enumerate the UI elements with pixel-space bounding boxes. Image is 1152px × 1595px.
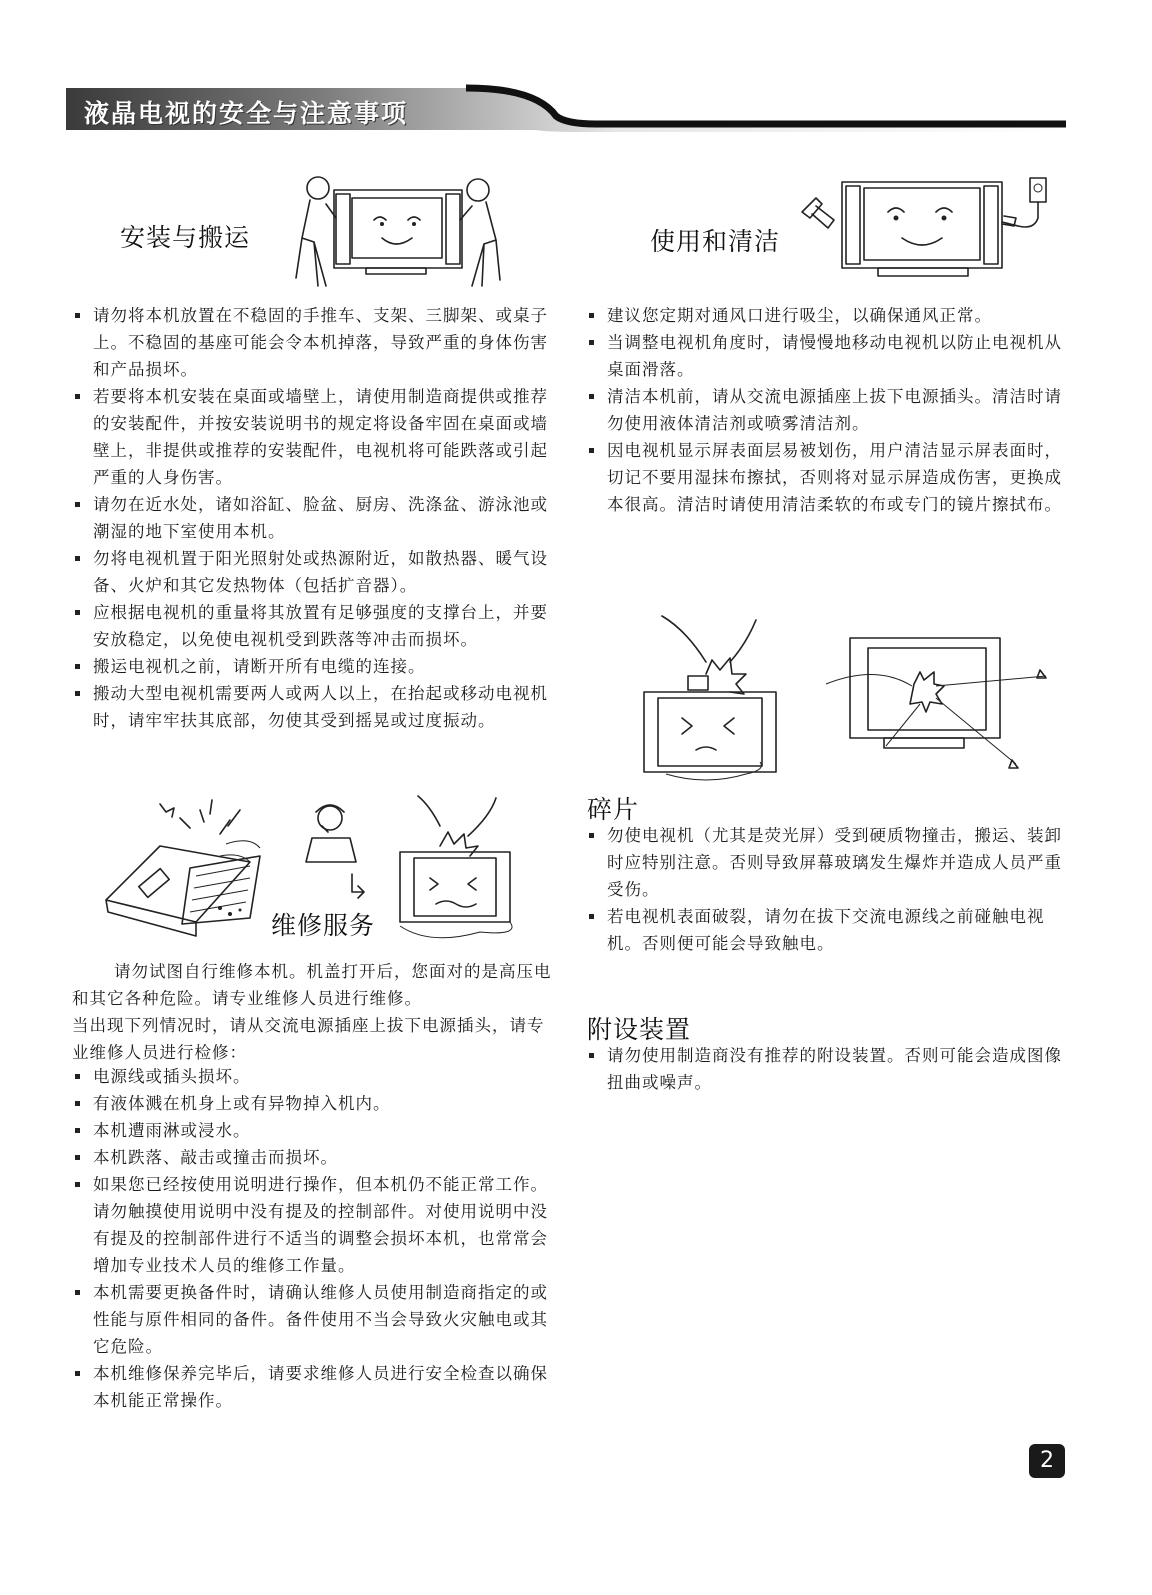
list-item: 建议您定期对通风口进行吸尘，以确保通风正常。 [586,302,1064,329]
service-intro-text-2: 当出现下列情况时，请从交流电源插座上拔下电源插头，请专业维修人员进行检修： [72,1016,545,1062]
list-item: 请勿使用制造商没有推荐的附设装置。否则可能会造成图像扭曲或噪声。 [586,1042,1064,1096]
list-item: 请勿将本机放置在不稳固的手推车、支架、三脚架、或桌子上。不稳固的基座可能会令本机掉落，导致严重的身体伤害和产品损坏。 [72,302,552,383]
list-item: 因电视机显示屏表面层易被划伤，用户清洁显示屏表面时，切记不要用湿抹布擦拭，否则将对显示屏造成伤害，更换成本很高。清洁时请使用清洁柔软的布或专门的镜片擦拭布。 [586,437,1064,518]
list-item: 电源线或插头损坏。 [72,1063,552,1090]
list-item: 本机需要更换备件时，请确认维修人员使用制造商指定的或性能与原件相同的备件。备件使用不当会导致火灾触电或其它危险。 [72,1279,552,1360]
fragments-section-title: 碎片 [587,795,640,824]
use-list [586,302,1064,518]
fragments-list [586,822,1064,957]
list-item: 若要将本机安装在桌面或墙壁上，请使用制造商提供或推荐的安装配件，并按安装说明书的规定将设备牢固在桌面或墙壁上，非提供或推荐的安装配件，电视机将可能跌落或引起严重的人身伤害。 [72,383,552,491]
list-item: 本机维修保养完毕后，请要求维修人员进行安全检查以确保本机能正常操作。 [72,1360,552,1414]
accessories-section-title: 附设装置 [587,1015,692,1044]
page-number: 2 [1029,1444,1065,1478]
service-intro-text: 请勿试图自行维修本机。机盖打开后，您面对的是高压电和其它各种危险。请专业维修人员进行维修。 [72,962,552,1008]
tv-carrying-illustration [296,168,502,292]
list-item: 请勿在近水处，诸如浴缸、脸盆、厨房、洗涤盆、游泳池或潮湿的地下室使用本机。 [72,491,552,545]
list-item: 本机遭雨淋或浸水。 [72,1117,552,1144]
page-title: 液晶电视的安全与注意事项 [84,99,409,128]
service-intro [72,958,552,1066]
install-section-title: 安装与搬运 [120,223,251,252]
tv-cleaning-illustration [798,168,1052,280]
broken-screen-illustration [636,614,1056,784]
list-item: 搬动大型电视机需要两人或两人以上，在抬起或移动电视机时，请牢牢扶其底部，勿使其受到摇晃或过度振动。 [72,680,552,734]
list-item: 搬运电视机之前，请断开所有电缆的连接。 [72,653,552,680]
service-list [72,1063,552,1414]
list-item: 勿使电视机（尤其是荧光屏）受到硬质物撞击，搬运、装卸时应特别注意。否则导致屏幕玻璃发生爆炸并造成人员严重受伤。 [586,822,1064,903]
list-item: 清洁本机前，请从交流电源插座上拔下电源插头。清洁时请勿使用液体清洁剂或喷雾清洁剂。 [586,383,1064,437]
list-item: 如果您已经按使用说明进行操作，但本机仍不能正常工作。请勿触摸使用说明中没有提及的控制部件。对使用说明中没有提及的控制部件进行不适当的调整会损坏本机，也常常会增加专业技术人员的维修工作量。 [72,1171,552,1279]
list-item: 应根据电视机的重量将其放置有足够强度的支撑台上，并要安放稳定，以免使电视机受到跌落等冲击而损坏。 [72,599,552,653]
list-item: 当调整电视机角度时，请慢慢地移动电视机以防止电视机从桌面滑落。 [586,329,1064,383]
use-section-title: 使用和清洁 [650,227,781,256]
list-item: 勿将电视机置于阳光照射处或热源附近，如散热器、暖气设备、火炉和其它发热物体（包括扩音器）。 [72,545,552,599]
install-list [72,302,552,734]
list-item: 有液体溅在机身上或有异物掉入机内。 [72,1090,552,1117]
list-item: 若电视机表面破裂，请勿在拔下交流电源线之前碰触电视机。否则便可能会导致触电。 [586,903,1064,957]
list-item: 本机跌落、敲击或撞击而损坏。 [72,1144,552,1171]
accessories-list [586,1042,1064,1096]
service-section-title: 维修服务 [271,911,376,940]
